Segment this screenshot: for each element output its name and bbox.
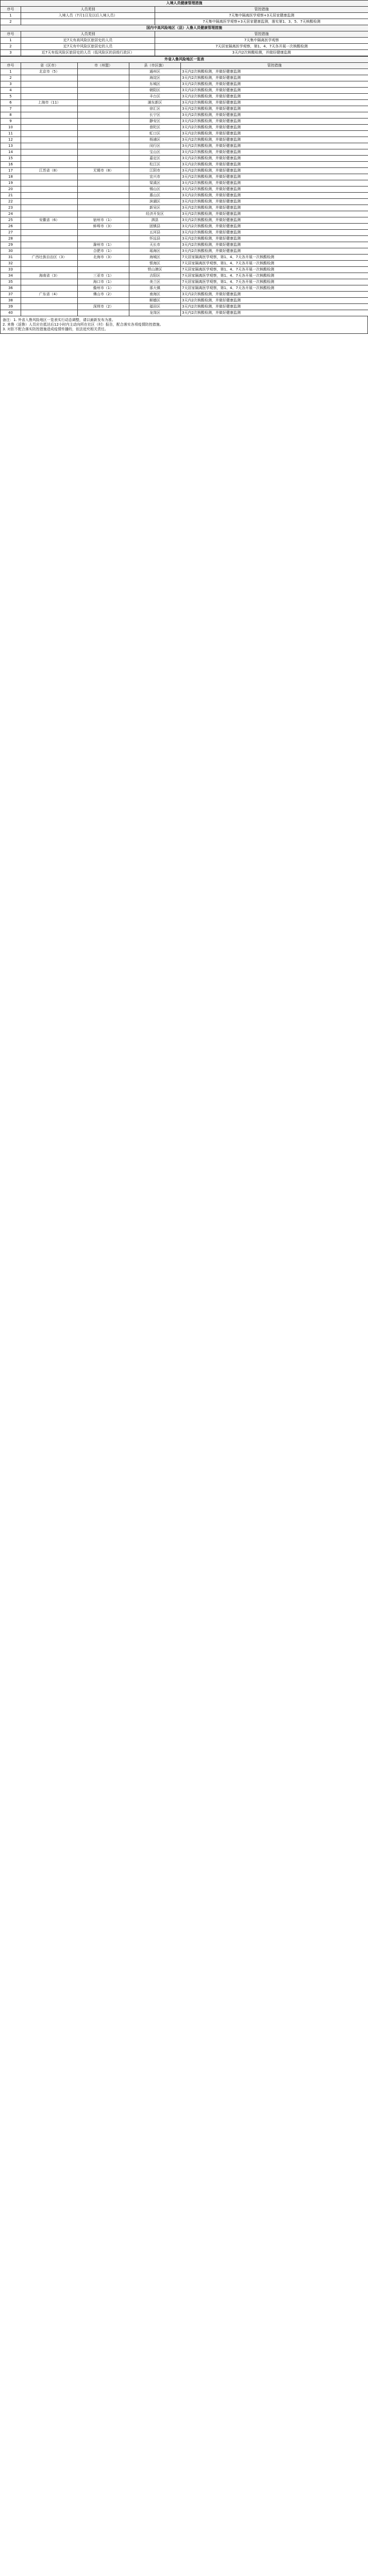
region-row-city: 深圳市（2）: [78, 304, 129, 310]
region-row-no: 38: [1, 298, 21, 304]
region-row-measure: 3天内2次核酸检测，并做好健康监测: [181, 75, 368, 81]
region-row-no: 13: [1, 143, 21, 149]
region-row-province: 北京市（5）: [21, 69, 78, 75]
region-row-measure: 7天居家隔离医学观察，第1、4、7天各开展一次核酸检测: [181, 273, 368, 279]
entry-table: [0, 0, 368, 56]
risk-row: [1, 50, 368, 56]
region-row-no: 14: [1, 149, 21, 156]
risk-row-index: 2: [1, 44, 21, 50]
region-row-city: [78, 143, 129, 149]
region-row-city: [78, 100, 129, 106]
region-row-no: 22: [1, 199, 21, 205]
entry-row-index: 2: [1, 19, 21, 25]
region-row-province: [21, 118, 78, 125]
region-row: [1, 224, 368, 230]
region-row: [1, 242, 368, 248]
region-row-province: [21, 162, 78, 168]
region-row-measure: 3天内2次核酸检测，并做好健康监测: [181, 187, 368, 193]
region-row-province: [21, 248, 78, 255]
region-row-county: 普陀区: [129, 125, 181, 131]
risk-row: [1, 44, 368, 50]
risk-col-category: 人员类别: [21, 31, 155, 38]
region-row-county: 海淀区: [129, 75, 181, 81]
region-row-county: 徐汇区: [129, 106, 181, 112]
entry-row-category: [21, 19, 155, 25]
region-row-measure: 3天内2次核酸检测，并做好健康监测: [181, 193, 368, 199]
region-row-county: 怀远县: [129, 236, 181, 242]
region-row: [1, 162, 368, 168]
region-row: [1, 199, 368, 205]
region-row-measure: 7天居家隔离医学观察，第1、4、7天各开展一次核酸检测: [181, 261, 368, 267]
region-row: [1, 174, 368, 180]
region-row-county: 新吴区: [129, 205, 181, 211]
region-row-province: [21, 156, 78, 162]
region-row: [1, 100, 368, 106]
region-row-no: 25: [1, 217, 21, 224]
region-row: [1, 137, 368, 143]
region-col-no: 序号: [1, 63, 21, 69]
region-row: [1, 279, 368, 285]
region-row-province: 江苏省（8）: [21, 168, 78, 174]
region-row-city: [78, 261, 129, 267]
region-row-no: 40: [1, 310, 21, 316]
region-row: [1, 261, 368, 267]
region-row-no: 30: [1, 248, 21, 255]
region-row-no: 18: [1, 174, 21, 180]
region-row-city: [78, 267, 129, 273]
region-row-measure: 3天内2次核酸检测，并做好健康监测: [181, 292, 368, 298]
region-row-measure: 3天内2次核酸检测，并做好健康监测: [181, 131, 368, 137]
region-row-province: [21, 267, 78, 273]
region-row-city: [78, 75, 129, 81]
region-row-county: 海城区: [129, 255, 181, 261]
risk-row-category: 近7天有低风险区旅居史的人员（低风险区的县级行政区）: [21, 50, 155, 56]
region-row-measure: 3天内2次核酸检测，并做好健康监测: [181, 298, 368, 304]
region-row-city: [78, 69, 129, 75]
region-row: [1, 168, 368, 174]
region-row-no: 27: [1, 230, 21, 236]
region-row: [1, 285, 368, 292]
region-row: [1, 298, 368, 304]
region-row-county: 闵行区: [129, 143, 181, 149]
region-row-city: [78, 137, 129, 143]
region-row-city: 无锡市（8）: [78, 168, 129, 174]
region-row-province: [21, 224, 78, 230]
region-row-measure: 3天内2次核酸检测，并做好健康监测: [181, 162, 368, 168]
risk-row-measure: 7天居家隔离医学观察，第1、4、7天各开展一次核酸检测: [155, 44, 368, 50]
region-row-no: 9: [1, 118, 21, 125]
region-row-city: [78, 187, 129, 193]
region-row-no: 20: [1, 187, 21, 193]
region-row: [1, 304, 368, 310]
region-row-city: [78, 310, 129, 316]
risk-row-category: 近7天有中风险区旅居史的人员: [21, 44, 155, 50]
region-col-county: 县（市区旗）: [129, 63, 181, 69]
region-row-province: 海南省（3）: [21, 273, 78, 279]
region-row-province: [21, 285, 78, 292]
region-row-city: 佛山市（2）: [78, 292, 129, 298]
region-row-county: 滨湖区: [129, 199, 181, 205]
risk-section-title: 国内中高风险地区（县）入鲁人员健康管理措施: [1, 25, 368, 31]
note-line: 3. 对拒不配合落实防控措施造成疫情传播的，依法追究相关责任。: [3, 327, 108, 331]
entry-col-category: 人员类别: [21, 7, 155, 13]
region-row-county: 吉阳区: [129, 273, 181, 279]
region-row-measure: 3天内2次核酸检测，并做好健康监测: [181, 236, 368, 242]
region-row-county: 嘉定区: [129, 156, 181, 162]
note-line: 备注：1. 外省入鲁风险地区一览表实行动态调整，请以最新发布为准。: [3, 318, 115, 322]
region-row: [1, 81, 368, 88]
region-row-county: 丰台区: [129, 94, 181, 100]
region-row-no: 28: [1, 236, 21, 242]
region-row-no: 36: [1, 285, 21, 292]
region-row-measure: 3天内2次核酸检测，并做好健康监测: [181, 310, 368, 316]
region-row-province: [21, 75, 78, 81]
region-row-province: [21, 180, 78, 187]
region-row-no: 7: [1, 106, 21, 112]
region-row-city: 滁州市（1）: [78, 242, 129, 248]
region-row-province: [21, 88, 78, 94]
region-row-no: 35: [1, 279, 21, 285]
region-row-measure: 7天居家隔离医学观察，第1、4、7天各开展一次核酸检测: [181, 285, 368, 292]
region-row-province: [21, 310, 78, 316]
region-col-measure: 管控措施: [181, 63, 368, 69]
entry-row-measure: 7天集中隔离医学观察+3天居家健康监测，落实第1、3、5、7天核酸检测: [155, 19, 368, 25]
region-row-measure: 3天内2次核酸检测，并做好健康监测: [181, 94, 368, 100]
region-row-city: [78, 199, 129, 205]
region-row-city: [78, 162, 129, 168]
region-row: [1, 236, 368, 242]
risk-row-measure: 3天内2次核酸检测，并做好健康监测: [155, 50, 368, 56]
region-row-measure: 7天居家隔离医学观察，第1、4、7天各开展一次核酸检测: [181, 255, 368, 261]
region-row: [1, 75, 368, 81]
region-row-county: 那大镇: [129, 285, 181, 292]
region-row-county: 朝阳区: [129, 88, 181, 94]
notes: [0, 316, 368, 334]
region-row: [1, 217, 368, 224]
region-row-measure: 3天内2次核酸检测，并做好健康监测: [181, 106, 368, 112]
entry-col-measure: 管控措施: [155, 7, 368, 13]
region-row: [1, 248, 368, 255]
risk-row-measure: 7天集中隔离医学观察: [155, 38, 368, 44]
region-row: [1, 193, 368, 199]
region-col-city: 市（州盟）: [78, 63, 129, 69]
region-row: [1, 131, 368, 137]
region-row-county: 松江区: [129, 162, 181, 168]
region-row: [1, 118, 368, 125]
region-row-province: [21, 304, 78, 310]
region-row-city: [78, 211, 129, 217]
region-row-city: 三亚市（1）: [78, 273, 129, 279]
region-row-city: [78, 236, 129, 242]
region-row-province: [21, 106, 78, 112]
region-col-province: 省（区市）: [21, 63, 78, 69]
region-row-measure: 3天内2次核酸检测，并做好健康监测: [181, 88, 368, 94]
region-row-province: [21, 193, 78, 199]
region-row-measure: 3天内2次核酸检测，并做好健康监测: [181, 248, 368, 255]
entry-row-measure: 7天集中隔离医学观察+3天居家健康监测: [155, 13, 368, 19]
region-row-province: [21, 174, 78, 180]
region-row-county: 南海区: [129, 292, 181, 298]
risk-row-index: 3: [1, 50, 21, 56]
region-row-city: [78, 81, 129, 88]
region-row: [1, 292, 368, 298]
region-row-county: 泗县: [129, 217, 181, 224]
region-row-measure: 3天内2次核酸检测，并做好健康监测: [181, 143, 368, 149]
region-row-province: [21, 143, 78, 149]
risk-col-index: 序号: [1, 31, 21, 38]
region-row-province: [21, 112, 78, 118]
risk-row-category: 近7天有高风险区旅居史的人员: [21, 38, 155, 44]
region-row-province: [21, 279, 78, 285]
region-row-city: [78, 94, 129, 100]
region-row-measure: 3天内2次核酸检测，并做好健康监测: [181, 156, 368, 162]
region-row-county: 经济开发区: [129, 211, 181, 217]
region-row-city: [78, 88, 129, 94]
region-row-county: 天长市: [129, 242, 181, 248]
region-row-no: 11: [1, 131, 21, 137]
region-row-measure: 3天内2次核酸检测，并做好健康监测: [181, 224, 368, 230]
risk-row: [1, 38, 368, 44]
region-row-no: 19: [1, 180, 21, 187]
region-row-measure: 3天内2次核酸检测，并做好健康监测: [181, 125, 368, 131]
region-row-no: 15: [1, 156, 21, 162]
region-row-county: 长宁区: [129, 112, 181, 118]
region-row-measure: 7天居家隔离医学观察，第1、4、7天各开展一次核酸检测: [181, 267, 368, 273]
region-row-province: [21, 298, 78, 304]
region-row-county: 银海区: [129, 261, 181, 267]
region-row-province: 广东省（4）: [21, 292, 78, 298]
region-row-county: 东城区: [129, 81, 181, 88]
region-row-county: 江阴市: [129, 168, 181, 174]
region-row-no: 37: [1, 292, 21, 298]
region-row-county: 虹口区: [129, 131, 181, 137]
region-row: [1, 187, 368, 193]
region-row-province: [21, 125, 78, 131]
region-row-province: [21, 236, 78, 242]
region-row: [1, 143, 368, 149]
region-row-county: 通州区: [129, 69, 181, 75]
note-line: 2. 来鲁（返鲁）人员应在抵达后12小时内主动向所在社区（村）报告，配合落实各项疫情防控措施。: [3, 323, 163, 327]
region-row-no: 8: [1, 112, 21, 118]
region-row-city: [78, 125, 129, 131]
region-row: [1, 69, 368, 75]
region-row-county: 梁溪区: [129, 180, 181, 187]
region-row-no: 3: [1, 81, 21, 88]
region-row-province: [21, 137, 78, 143]
region-row-county: 美兰区: [129, 279, 181, 285]
region-row-province: [21, 211, 78, 217]
region-row-no: 23: [1, 205, 21, 211]
region-row-city: 合肥市（1）: [78, 248, 129, 255]
region-table: [0, 56, 368, 316]
region-row: [1, 180, 368, 187]
region-row: [1, 149, 368, 156]
region-row: [1, 112, 368, 118]
region-row-county: 福田区: [129, 304, 181, 310]
region-row: [1, 267, 368, 273]
region-row-province: [21, 149, 78, 156]
region-row-county: 杨浦区: [129, 137, 181, 143]
region-row-measure: 3天内2次核酸检测，并做好健康监测: [181, 100, 368, 106]
region-row-measure: 3天内2次核酸检测，并做好健康监测: [181, 69, 368, 75]
region-row-province: [21, 131, 78, 137]
region-row-city: 海口市（1）: [78, 279, 129, 285]
region-row-city: [78, 205, 129, 211]
region-row-no: 6: [1, 100, 21, 106]
region-row-province: [21, 205, 78, 211]
entry-row-category: 入境人员（7月1日及以后入境人员）: [21, 13, 155, 19]
region-row-province: 广西壮族自治区（3）: [21, 255, 78, 261]
region-row: [1, 255, 368, 261]
region-row-measure: 3天内2次核酸检测，并做好健康监测: [181, 304, 368, 310]
region-row-county: 龙岗区: [129, 310, 181, 316]
region-row-no: 34: [1, 273, 21, 279]
region-row-measure: 3天内2次核酸检测，并做好健康监测: [181, 199, 368, 205]
region-row-no: 29: [1, 242, 21, 248]
region-row-measure: 3天内2次核酸检测，并做好健康监测: [181, 180, 368, 187]
region-row-no: 12: [1, 137, 21, 143]
region-row-county: 宝山区: [129, 149, 181, 156]
region-row-province: 上海市（11）: [21, 100, 78, 106]
region-row-city: [78, 106, 129, 112]
region-row-county: 固镇县: [129, 224, 181, 230]
region-row-no: 10: [1, 125, 21, 131]
region-row-measure: 7天居家隔离医学观察，第1、4、7天各开展一次核酸检测: [181, 279, 368, 285]
region-row-county: 铁山港区: [129, 267, 181, 273]
region-row: [1, 273, 368, 279]
region-row-no: 26: [1, 224, 21, 230]
region-row: [1, 156, 368, 162]
region-row-city: [78, 131, 129, 137]
region-row-measure: 3天内2次核酸检测，并做好健康监测: [181, 242, 368, 248]
region-row-province: [21, 261, 78, 267]
region-row-province: [21, 242, 78, 248]
region-row-no: 33: [1, 267, 21, 273]
risk-col-measure: 管控措施: [155, 31, 368, 38]
region-row-no: 5: [1, 94, 21, 100]
entry-table-title: 入境人员健康管理措施: [1, 1, 368, 7]
region-row-no: 24: [1, 211, 21, 217]
region-row-city: [78, 174, 129, 180]
region-row-measure: 3天内2次核酸检测，并做好健康监测: [181, 205, 368, 211]
region-row: [1, 88, 368, 94]
region-row-city: [78, 298, 129, 304]
region-row-city: 宿州市（1）: [78, 217, 129, 224]
region-row: [1, 211, 368, 217]
region-row-city: [78, 156, 129, 162]
region-table-title: 外省入鲁风险地区一览表: [1, 57, 368, 63]
region-row-city: [78, 118, 129, 125]
region-row: [1, 125, 368, 131]
region-row-county: 顺德区: [129, 298, 181, 304]
region-row-measure: 3天内2次核酸检测，并做好健康监测: [181, 174, 368, 180]
document-page: [0, 0, 368, 334]
region-row-province: [21, 94, 78, 100]
region-row-no: 1: [1, 69, 21, 75]
region-row-measure: 3天内2次核酸检测，并做好健康监测: [181, 149, 368, 156]
region-row-city: 北海市（3）: [78, 255, 129, 261]
region-row-measure: 3天内2次核酸检测，并做好健康监测: [181, 137, 368, 143]
region-row-no: 17: [1, 168, 21, 174]
region-row-no: 21: [1, 193, 21, 199]
risk-rows: [1, 38, 368, 56]
region-row-county: 宜兴市: [129, 174, 181, 180]
region-row-city: 蚌埠市（3）: [78, 224, 129, 230]
region-row-province: [21, 230, 78, 236]
region-row: [1, 205, 368, 211]
region-row-measure: 3天内2次核酸检测，并做好健康监测: [181, 112, 368, 118]
region-row-measure: 3天内2次核酸检测，并做好健康监测: [181, 211, 368, 217]
region-row-city: 儋州市（1）: [78, 285, 129, 292]
region-row-city: [78, 180, 129, 187]
region-row-measure: 3天内2次核酸检测，并做好健康监测: [181, 168, 368, 174]
region-row-city: [78, 230, 129, 236]
region-row: [1, 94, 368, 100]
region-row-county: 瑶海区: [129, 248, 181, 255]
region-row-province: 安徽省（6）: [21, 217, 78, 224]
region-row-no: 4: [1, 88, 21, 94]
region-row-province: [21, 187, 78, 193]
region-row-city: [78, 193, 129, 199]
region-row-no: 32: [1, 261, 21, 267]
region-row: [1, 310, 368, 316]
region-row-no: 39: [1, 304, 21, 310]
region-row-city: [78, 149, 129, 156]
region-row-county: 惠山区: [129, 193, 181, 199]
region-row-no: 2: [1, 75, 21, 81]
region-row-measure: 3天内2次核酸检测，并做好健康监测: [181, 81, 368, 88]
region-row-county: 五河县: [129, 230, 181, 236]
risk-row-index: 1: [1, 38, 21, 44]
region-rows: [1, 69, 368, 316]
region-row-county: 锡山区: [129, 187, 181, 193]
region-row: [1, 106, 368, 112]
region-row-province: [21, 199, 78, 205]
entry-row-index: 1: [1, 13, 21, 19]
region-row-measure: 3天内2次核酸检测，并做好健康监测: [181, 230, 368, 236]
region-row: [1, 230, 368, 236]
region-row-measure: 3天内2次核酸检测，并做好健康监测: [181, 118, 368, 125]
region-row-county: 静安区: [129, 118, 181, 125]
region-row-province: [21, 81, 78, 88]
region-row-no: 16: [1, 162, 21, 168]
region-row-measure: 3天内2次核酸检测，并做好健康监测: [181, 217, 368, 224]
entry-col-index: 序号: [1, 7, 21, 13]
region-row-county: 浦东新区: [129, 100, 181, 106]
region-row-city: [78, 112, 129, 118]
region-row-no: 31: [1, 255, 21, 261]
